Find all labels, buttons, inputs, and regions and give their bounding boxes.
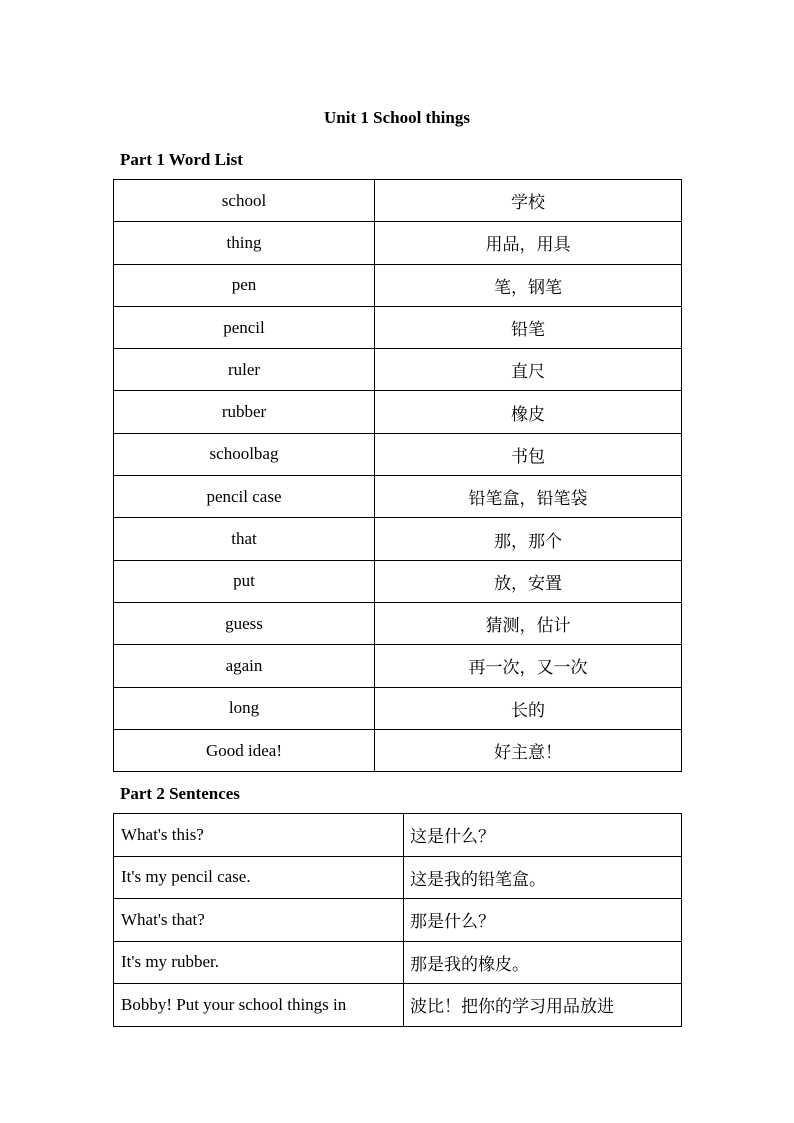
english-word: pencil case	[114, 476, 375, 518]
english-word: again	[114, 645, 375, 687]
word-list-heading: Part 1 Word List	[120, 150, 243, 169]
chinese-sentence: 那是我的橡皮。	[404, 941, 682, 984]
table-row	[114, 391, 682, 433]
chinese-sentence: 这是我的铅笔盒。	[404, 856, 682, 899]
table-row	[114, 941, 682, 984]
table-row	[114, 264, 682, 306]
chinese-meaning: 用品，用具	[375, 222, 682, 264]
word-list-table	[113, 179, 682, 772]
english-word: rubber	[114, 391, 375, 433]
table-row	[114, 687, 682, 729]
chinese-meaning: 笔，钢笔	[375, 264, 682, 306]
english-word: guess	[114, 602, 375, 644]
english-word: pencil	[114, 306, 375, 348]
english-word: ruler	[114, 349, 375, 391]
table-row	[114, 222, 682, 264]
table-row	[114, 306, 682, 348]
table-row	[114, 518, 682, 560]
english-sentence: Bobby! Put your school things in	[114, 984, 404, 1027]
english-word: put	[114, 560, 375, 602]
english-word: Good idea!	[114, 729, 375, 771]
english-word: long	[114, 687, 375, 729]
sentences-heading: Part 2 Sentences	[120, 784, 240, 803]
table-row	[114, 349, 682, 391]
english-word: pen	[114, 264, 375, 306]
chinese-meaning: 橡皮	[375, 391, 682, 433]
chinese-meaning: 书包	[375, 433, 682, 475]
sentences-table	[113, 813, 682, 1027]
chinese-sentence: 波比！把你的学习用品放进	[404, 984, 682, 1027]
english-word: school	[114, 180, 375, 222]
table-row	[114, 899, 682, 942]
chinese-meaning: 铅笔盒，铅笔袋	[375, 476, 682, 518]
table-row	[114, 729, 682, 771]
english-sentence: It's my rubber.	[114, 941, 404, 984]
table-row	[114, 814, 682, 857]
table-row	[114, 984, 682, 1027]
table-row	[114, 645, 682, 687]
english-word: thing	[114, 222, 375, 264]
table-row	[114, 856, 682, 899]
chinese-meaning: 长的	[375, 687, 682, 729]
table-row	[114, 602, 682, 644]
chinese-meaning: 那，那个	[375, 518, 682, 560]
chinese-meaning: 再一次，又一次	[375, 645, 682, 687]
table-row	[114, 433, 682, 475]
english-sentence: What's that?	[114, 899, 404, 942]
english-word: schoolbag	[114, 433, 375, 475]
english-word: that	[114, 518, 375, 560]
table-row	[114, 476, 682, 518]
table-row	[114, 560, 682, 602]
chinese-meaning: 放，安置	[375, 560, 682, 602]
chinese-sentence: 这是什么？	[404, 814, 682, 857]
english-sentence: It's my pencil case.	[114, 856, 404, 899]
chinese-meaning: 直尺	[375, 349, 682, 391]
table-row	[114, 180, 682, 222]
page-title: Unit 1 School things	[324, 108, 470, 127]
chinese-sentence: 那是什么？	[404, 899, 682, 942]
chinese-meaning: 猜测，估计	[375, 602, 682, 644]
chinese-meaning: 好主意！	[375, 729, 682, 771]
english-sentence: What's this?	[114, 814, 404, 857]
chinese-meaning: 铅笔	[375, 306, 682, 348]
chinese-meaning: 学校	[375, 180, 682, 222]
